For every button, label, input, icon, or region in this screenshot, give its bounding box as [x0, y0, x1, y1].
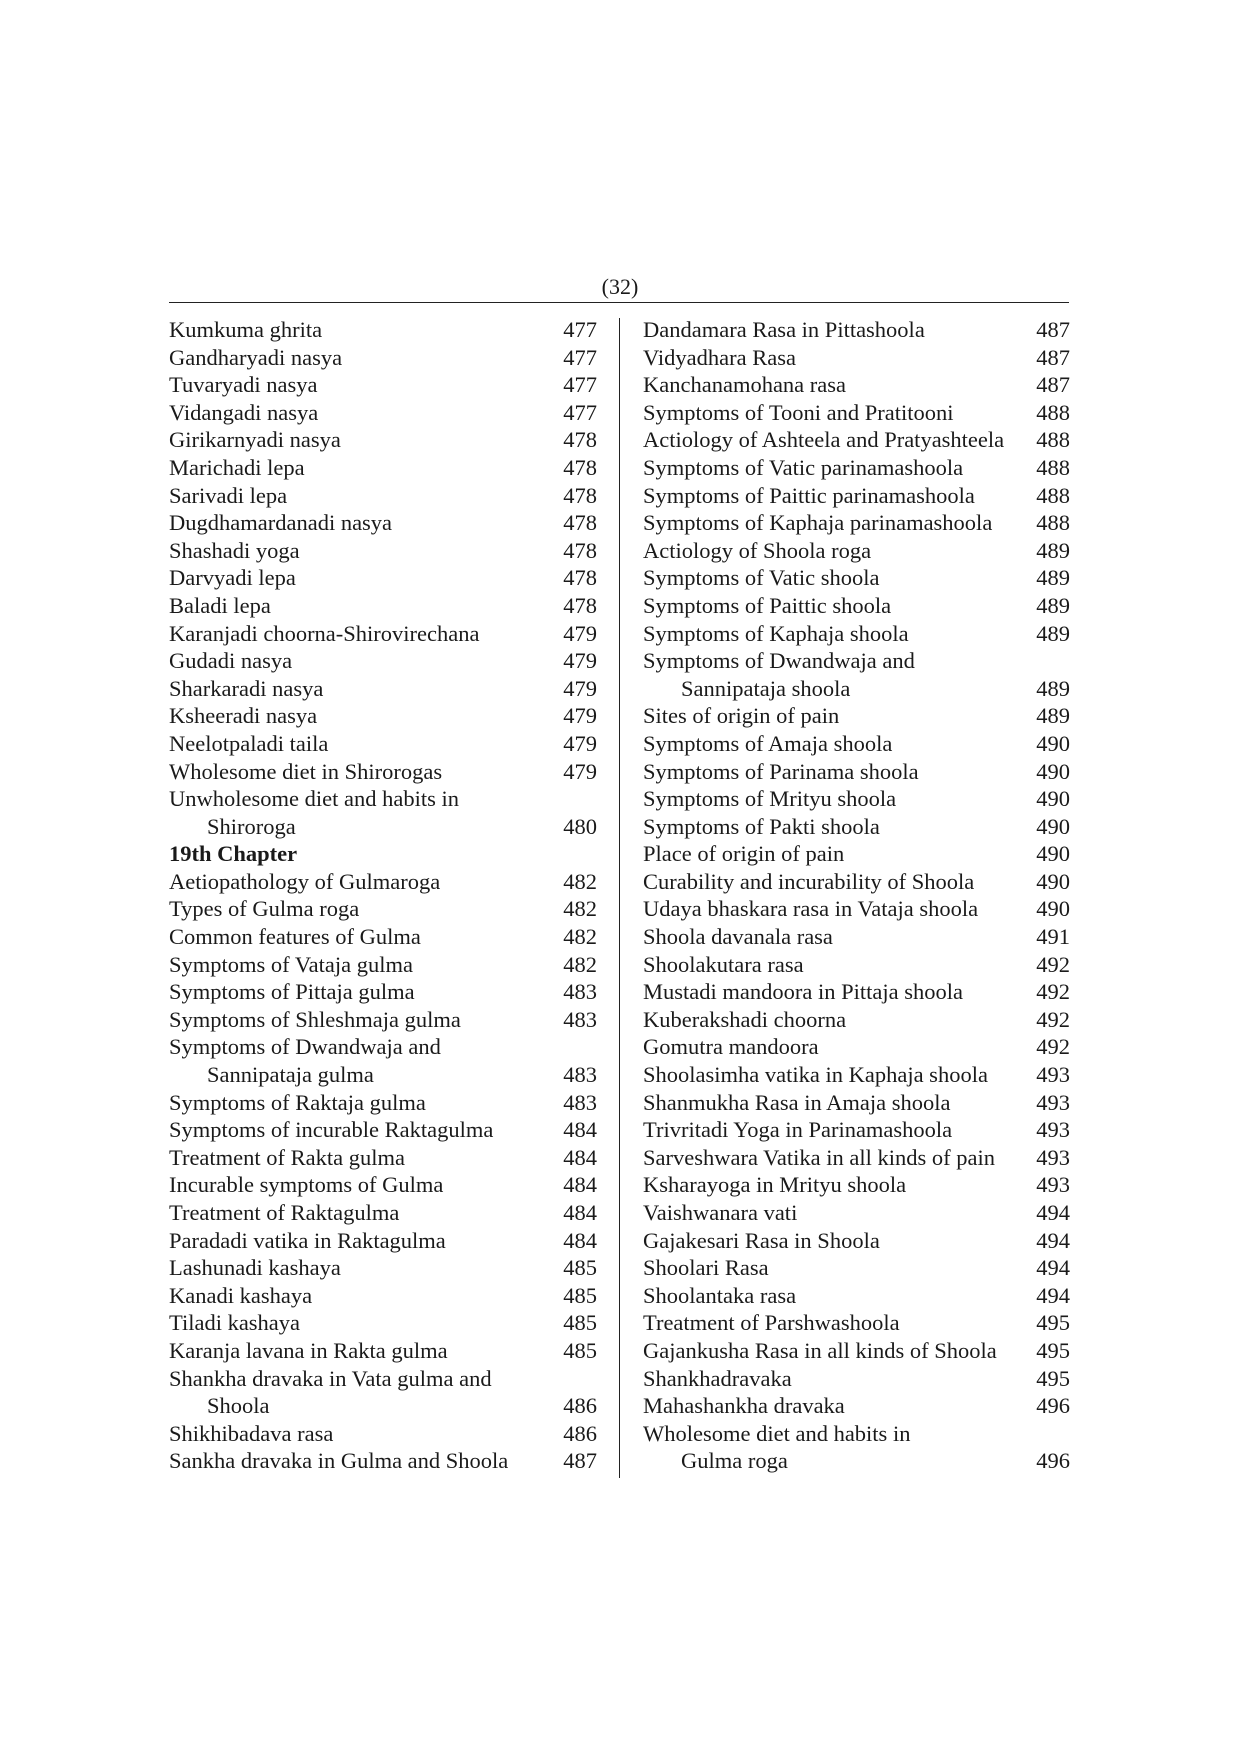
toc-entry-title: Darvyadi lepa: [169, 565, 296, 591]
toc-entry-page: 490: [1036, 813, 1070, 839]
toc-entry: [169, 923, 597, 951]
toc-entry: [643, 1309, 1070, 1337]
toc-entry: [169, 1420, 597, 1448]
toc-entry: [643, 813, 1070, 841]
toc-entry-title: Symptoms of Pittaja gulma: [169, 979, 415, 1005]
toc-entry: [169, 316, 597, 344]
toc-entry-page: 496: [1036, 1393, 1070, 1419]
toc-entry-title: Actiology of Ashteela and Pratyashteela: [643, 427, 1005, 453]
toc-entry-page: 489: [1036, 537, 1070, 563]
toc-entry-title: Neelotpaladi taila: [169, 730, 329, 756]
toc-entry-page: 479: [563, 648, 597, 674]
toc-entry-page: 478: [563, 482, 597, 508]
toc-entry-page: 489: [1036, 620, 1070, 646]
toc-entry-page: 484: [563, 1227, 597, 1253]
toc-entry: [169, 1392, 597, 1420]
toc-entry-title: Treatment of Parshwashoola: [643, 1310, 900, 1336]
toc-entry: [643, 620, 1070, 648]
toc-entry-title: Shiroroga: [207, 813, 296, 839]
toc-entry-title: Treatment of Rakta gulma: [169, 1144, 405, 1170]
toc-entry-title: Gudadi nasya: [169, 648, 293, 674]
toc-entry: [169, 1447, 597, 1475]
toc-entry: [643, 426, 1070, 454]
toc-entry-page: 492: [1036, 979, 1070, 1005]
toc-entry: [169, 454, 597, 482]
toc-entry: [643, 399, 1070, 427]
toc-entry-title: Karanja lavana in Rakta gulma: [169, 1337, 448, 1363]
toc-entry-title: Unwholesome diet and habits in: [169, 786, 459, 812]
toc-entry-title: Ksharayoga in Mrityu shoola: [643, 1172, 907, 1198]
toc-entry: [169, 1033, 597, 1061]
toc-entry-title: Sannipataja gulma: [207, 1062, 374, 1088]
toc-entry-page: 490: [1036, 786, 1070, 812]
toc-entry-page: 490: [1036, 758, 1070, 784]
toc-entry-title: Shashadi yoga: [169, 537, 300, 563]
toc-entry: [643, 647, 1070, 675]
toc-entry-title: Sankha dravaka in Gulma and Shoola: [169, 1448, 509, 1474]
toc-entry-title: Dandamara Rasa in Pittashoola: [643, 317, 925, 342]
page-number: (32): [601, 274, 639, 299]
toc-entry-title: Shoolari Rasa: [643, 1255, 769, 1281]
toc-entry-page: 486: [563, 1420, 597, 1446]
toc-entry-page: 478: [563, 592, 597, 618]
toc-entry: [643, 758, 1070, 786]
toc-entry-page: 493: [1036, 1062, 1070, 1088]
toc-entry: [169, 1061, 597, 1089]
toc-entry-page: 485: [563, 1255, 597, 1281]
toc-entry: [643, 730, 1070, 758]
toc-entry-page: 482: [563, 896, 597, 922]
toc-entry: [643, 537, 1070, 565]
toc-entry-page: 484: [563, 1144, 597, 1170]
toc-entry-title: Actiology of Shoola roga: [643, 537, 872, 563]
toc-entry-page: 487: [1036, 344, 1070, 370]
toc-entry-title: Symptoms of Kaphaja parinamashoola: [643, 510, 993, 536]
toc-entry-title: Symptoms of incurable Raktagulma: [169, 1117, 494, 1143]
toc-entry-title: Gomutra mandoora: [643, 1034, 819, 1060]
toc-entry: [643, 344, 1070, 372]
toc-entry: [643, 509, 1070, 537]
toc-entry-title: Sannipataja shoola: [681, 675, 851, 701]
toc-entry-title: Lashunadi kashaya: [169, 1255, 341, 1281]
toc-entry-title: Sarveshwara Vatika in all kinds of pain: [643, 1144, 996, 1170]
toc-entry-page: 490: [1036, 730, 1070, 756]
toc-entry: [643, 1365, 1070, 1393]
toc-entry-title: Types of Gulma roga: [169, 896, 360, 922]
toc-entry-title: Symptoms of Paittic parinamashoola: [643, 482, 975, 508]
toc-entry: [643, 564, 1070, 592]
toc-entry-title: Vaishwanara vati: [643, 1200, 798, 1225]
toc-entry-title: Kuberakshadi choorna: [643, 1006, 847, 1032]
toc-entry-title: Kanadi kashaya: [169, 1282, 313, 1308]
toc-entry-page: 477: [563, 344, 597, 370]
toc-entry-page: 479: [563, 730, 597, 756]
toc-entry: [169, 482, 597, 510]
toc-entry: [643, 482, 1070, 510]
toc-entry-title: Shoola: [207, 1393, 270, 1419]
toc-entry-page: 483: [563, 1006, 597, 1032]
toc-entry-title: Symptoms of Amaja shoola: [643, 730, 893, 756]
toc-entry-page: 483: [563, 1089, 597, 1115]
toc-entry: [169, 702, 597, 730]
toc-entry-title: Dugdhamardanadi nasya: [169, 510, 393, 536]
toc-entry-page: 482: [563, 868, 597, 894]
toc-entry: [169, 785, 597, 813]
toc-entry: [169, 426, 597, 454]
toc-entry-page: 478: [563, 565, 597, 591]
toc-entry-page: 479: [563, 703, 597, 729]
toc-entry-title: Curability and incurability of Shoola: [643, 868, 975, 894]
toc-entry-page: 477: [563, 372, 597, 398]
toc-entry-page: 489: [1036, 703, 1070, 729]
toc-entry-title: Paradadi vatika in Raktagulma: [169, 1227, 446, 1253]
toc-entry: [643, 868, 1070, 896]
toc-entry: [169, 1227, 597, 1255]
toc-entry-title: Symptoms of Mrityu shoola: [643, 786, 897, 812]
toc-entry: [169, 1171, 597, 1199]
toc-entry-title: Vidyadhara Rasa: [643, 344, 796, 370]
toc-entry-page: 493: [1036, 1117, 1070, 1143]
toc-entry-page: 493: [1036, 1144, 1070, 1170]
toc-entry-page: 485: [563, 1282, 597, 1308]
toc-entry-title: Wholesome diet and habits in: [643, 1420, 911, 1446]
toc-entry: [643, 1006, 1070, 1034]
toc-entry: [169, 1006, 597, 1034]
toc-entry-title: Marichadi lepa: [169, 454, 305, 480]
toc-entry-page: 495: [1036, 1310, 1070, 1336]
toc-entry: [169, 730, 597, 758]
toc-entry: [643, 454, 1070, 482]
toc-entry-title: Gajankusha Rasa in all kinds of Shoola: [643, 1337, 997, 1363]
toc-entry: [643, 1227, 1070, 1255]
toc-entry-page: 479: [563, 675, 597, 701]
toc-entry-page: 494: [1036, 1227, 1070, 1253]
toc-entry: [169, 1365, 597, 1393]
toc-entry-page: 486: [563, 1393, 597, 1419]
toc-entry-page: 488: [1036, 427, 1070, 453]
toc-entry-page: 494: [1036, 1200, 1070, 1225]
toc-entry-page: 482: [563, 924, 597, 950]
toc-entry: [643, 675, 1070, 703]
toc-entry: [643, 702, 1070, 730]
toc-entry-page: 489: [1036, 675, 1070, 701]
toc-entry: [169, 371, 597, 399]
toc-entry-title: Ksheeradi nasya: [169, 703, 318, 729]
toc-entry-title: Symptoms of Dwandwaja and: [643, 648, 915, 674]
toc-entry-page: 495: [1036, 1337, 1070, 1363]
toc-entry: [169, 509, 597, 537]
column-divider: [619, 318, 620, 1478]
toc-entry: [643, 1116, 1070, 1144]
toc-left-column: [169, 316, 597, 1475]
toc-entry: [643, 1282, 1070, 1310]
toc-entry-title: Incurable symptoms of Gulma: [169, 1172, 444, 1198]
header-rule: [169, 302, 1069, 303]
toc-entry: [169, 1337, 597, 1365]
toc-entry-title: Symptoms of Vatic parinamashoola: [643, 454, 964, 480]
toc-entry: [169, 1309, 597, 1337]
toc-entry: [169, 564, 597, 592]
toc-entry-title: Symptoms of Dwandwaja and: [169, 1034, 441, 1060]
toc-entry-page: 492: [1036, 1034, 1070, 1060]
toc-entry-title: Symptoms of Kaphaja shoola: [643, 620, 909, 646]
toc-entry: [169, 675, 597, 703]
toc-entry-page: 477: [563, 317, 597, 342]
toc-entry-page: 488: [1036, 510, 1070, 536]
toc-entry-title: Girikarnyadi nasya: [169, 427, 341, 453]
toc-entry-page: 489: [1036, 592, 1070, 618]
toc-entry-title: 19th Chapter: [169, 841, 298, 867]
toc-entry-page: 483: [563, 979, 597, 1005]
toc-entry-page: 477: [563, 399, 597, 425]
toc-entry-page: 478: [563, 510, 597, 536]
toc-entry: [643, 951, 1070, 979]
toc-entry-title: Place of origin of pain: [643, 841, 845, 867]
toc-entry: [169, 592, 597, 620]
toc-entry-title: Kanchanamohana rasa: [643, 372, 847, 398]
toc-entry: [643, 1254, 1070, 1282]
toc-entry-page: 484: [563, 1200, 597, 1225]
toc-entry-title: Symptoms of Pakti shoola: [643, 813, 880, 839]
toc-entry-title: Shankhadravaka: [643, 1365, 792, 1391]
toc-entry: [643, 1420, 1070, 1448]
toc-entry-title: Aetiopathology of Gulmaroga: [169, 868, 441, 894]
toc-entry-title: Wholesome diet in Shirorogas: [169, 758, 443, 784]
toc-entry-title: Tiladi kashaya: [169, 1310, 301, 1336]
toc-entry: [169, 537, 597, 565]
toc-entry-page: 488: [1036, 454, 1070, 480]
toc-entry: [643, 923, 1070, 951]
toc-entry-page: 490: [1036, 841, 1070, 867]
toc-entry: [643, 1392, 1070, 1420]
toc-entry: [643, 895, 1070, 923]
toc-entry: [643, 1171, 1070, 1199]
toc-entry: [169, 1116, 597, 1144]
toc-entry-page: 490: [1036, 868, 1070, 894]
toc-entry-page: 488: [1036, 482, 1070, 508]
toc-entry: [643, 1337, 1070, 1365]
toc-entry-page: 493: [1036, 1172, 1070, 1198]
toc-entry-page: 496: [1036, 1448, 1070, 1474]
toc-entry: [643, 316, 1070, 344]
toc-entry-page: 483: [563, 1062, 597, 1088]
toc-entry-page: 493: [1036, 1089, 1070, 1115]
toc-entry-title: Gajakesari Rasa in Shoola: [643, 1227, 880, 1253]
toc-entry: [643, 1061, 1070, 1089]
toc-entry-page: 478: [563, 537, 597, 563]
toc-entry: [169, 1144, 597, 1172]
toc-entry: [643, 371, 1070, 399]
toc-entry-page: 479: [563, 758, 597, 784]
toc-entry-page: 494: [1036, 1282, 1070, 1308]
toc-entry-title: Symptoms of Parinama shoola: [643, 758, 919, 784]
toc-entry-title: Karanjadi choorna-Shirovirechana: [169, 620, 480, 646]
toc-entry-page: 490: [1036, 896, 1070, 922]
toc-entry-title: Shanmukha Rasa in Amaja shoola: [643, 1089, 951, 1115]
toc-entry-page: 491: [1036, 924, 1070, 950]
toc-entry-title: Udaya bhaskara rasa in Vataja shoola: [643, 896, 979, 922]
toc-entry-title: Shoolasimha vatika in Kaphaja shoola: [643, 1062, 988, 1088]
toc-entry-page: 484: [563, 1172, 597, 1198]
toc-entry: [169, 1199, 597, 1227]
toc-entry: [643, 592, 1070, 620]
toc-entry: [169, 399, 597, 427]
toc-entry-page: 485: [563, 1337, 597, 1363]
toc-entry-title: Symptoms of Vatic shoola: [643, 565, 880, 591]
toc-right-column: [643, 316, 1070, 1475]
toc-entry-title: Symptoms of Vataja gulma: [169, 951, 413, 977]
toc-entry-title: Shikhibadava rasa: [169, 1420, 334, 1446]
toc-entry-page: 495: [1036, 1365, 1070, 1391]
toc-entry-title: Treatment of Raktagulma: [169, 1200, 400, 1225]
toc-entry: [169, 895, 597, 923]
toc-entry: [643, 1447, 1070, 1475]
toc-entry-page: 487: [1036, 372, 1070, 398]
toc-entry-page: 478: [563, 427, 597, 453]
toc-entry: [169, 1254, 597, 1282]
toc-entry: [169, 978, 597, 1006]
toc-entry: [169, 813, 597, 841]
toc-entry-title: Mustadi mandoora in Pittaja shoola: [643, 979, 963, 1005]
toc-entry-page: 489: [1036, 565, 1070, 591]
toc-entry-page: 482: [563, 951, 597, 977]
toc-entry-title: Gulma roga: [681, 1448, 788, 1474]
toc-entry-title: Shankha dravaka in Vata gulma and: [169, 1365, 492, 1391]
toc-entry-title: Sarivadi lepa: [169, 482, 288, 508]
toc-entry-title: Trivritadi Yoga in Parinamashoola: [643, 1117, 953, 1143]
toc-entry-title: Shoolakutara rasa: [643, 951, 804, 977]
toc-entry: [169, 758, 597, 786]
toc-entry-title: Symptoms of Raktaja gulma: [169, 1089, 426, 1115]
toc-entry-title: Shoola davanala rasa: [643, 924, 833, 950]
toc-entry-title: Kumkuma ghrita: [169, 317, 323, 342]
toc-entry-page: 492: [1036, 1006, 1070, 1032]
toc-entry: [643, 840, 1070, 868]
toc-entry: [169, 1282, 597, 1310]
toc-entry-page: 487: [1036, 317, 1070, 342]
toc-entry-title: Shoolantaka rasa: [643, 1282, 797, 1308]
toc-entry-page: 478: [563, 454, 597, 480]
toc-entry-title: Gandharyadi nasya: [169, 344, 343, 370]
toc-entry-page: 479: [563, 620, 597, 646]
toc-entry: [643, 785, 1070, 813]
toc-entry: [169, 620, 597, 648]
toc-entry-page: 488: [1036, 399, 1070, 425]
toc-entry-page: 480: [563, 813, 597, 839]
toc-entry: [643, 1199, 1070, 1227]
toc-entry: [169, 344, 597, 372]
toc-entry: [169, 647, 597, 675]
toc-entry: [643, 1089, 1070, 1117]
toc-entry: [169, 951, 597, 979]
toc-entry-title: Tuvaryadi nasya: [169, 372, 318, 398]
toc-entry-title: Sharkaradi nasya: [169, 675, 324, 701]
toc-entry: [643, 1033, 1070, 1061]
toc-entry-title: Symptoms of Paittic shoola: [643, 592, 892, 618]
toc-entry-page: 494: [1036, 1255, 1070, 1281]
toc-entry: [169, 1089, 597, 1117]
toc-entry: [643, 978, 1070, 1006]
toc-entry-title: Symptoms of Shleshmaja gulma: [169, 1006, 461, 1032]
toc-entry: [643, 1144, 1070, 1172]
toc-entry-page: 487: [563, 1448, 597, 1474]
chapter-heading: [169, 840, 597, 868]
toc-entry-page: 484: [563, 1117, 597, 1143]
toc-entry-title: Common features of Gulma: [169, 924, 421, 950]
toc-entry-title: Baladi lepa: [169, 592, 271, 618]
toc-entry-title: Symptoms of Tooni and Pratitooni: [643, 399, 954, 425]
toc-entry-page: 492: [1036, 951, 1070, 977]
toc-entry-title: Mahashankha dravaka: [643, 1393, 845, 1419]
toc-entry: [169, 868, 597, 896]
toc-entry-page: 485: [563, 1310, 597, 1336]
toc-entry-title: Sites of origin of pain: [643, 703, 840, 729]
toc-entry-title: Vidangadi nasya: [169, 399, 319, 425]
